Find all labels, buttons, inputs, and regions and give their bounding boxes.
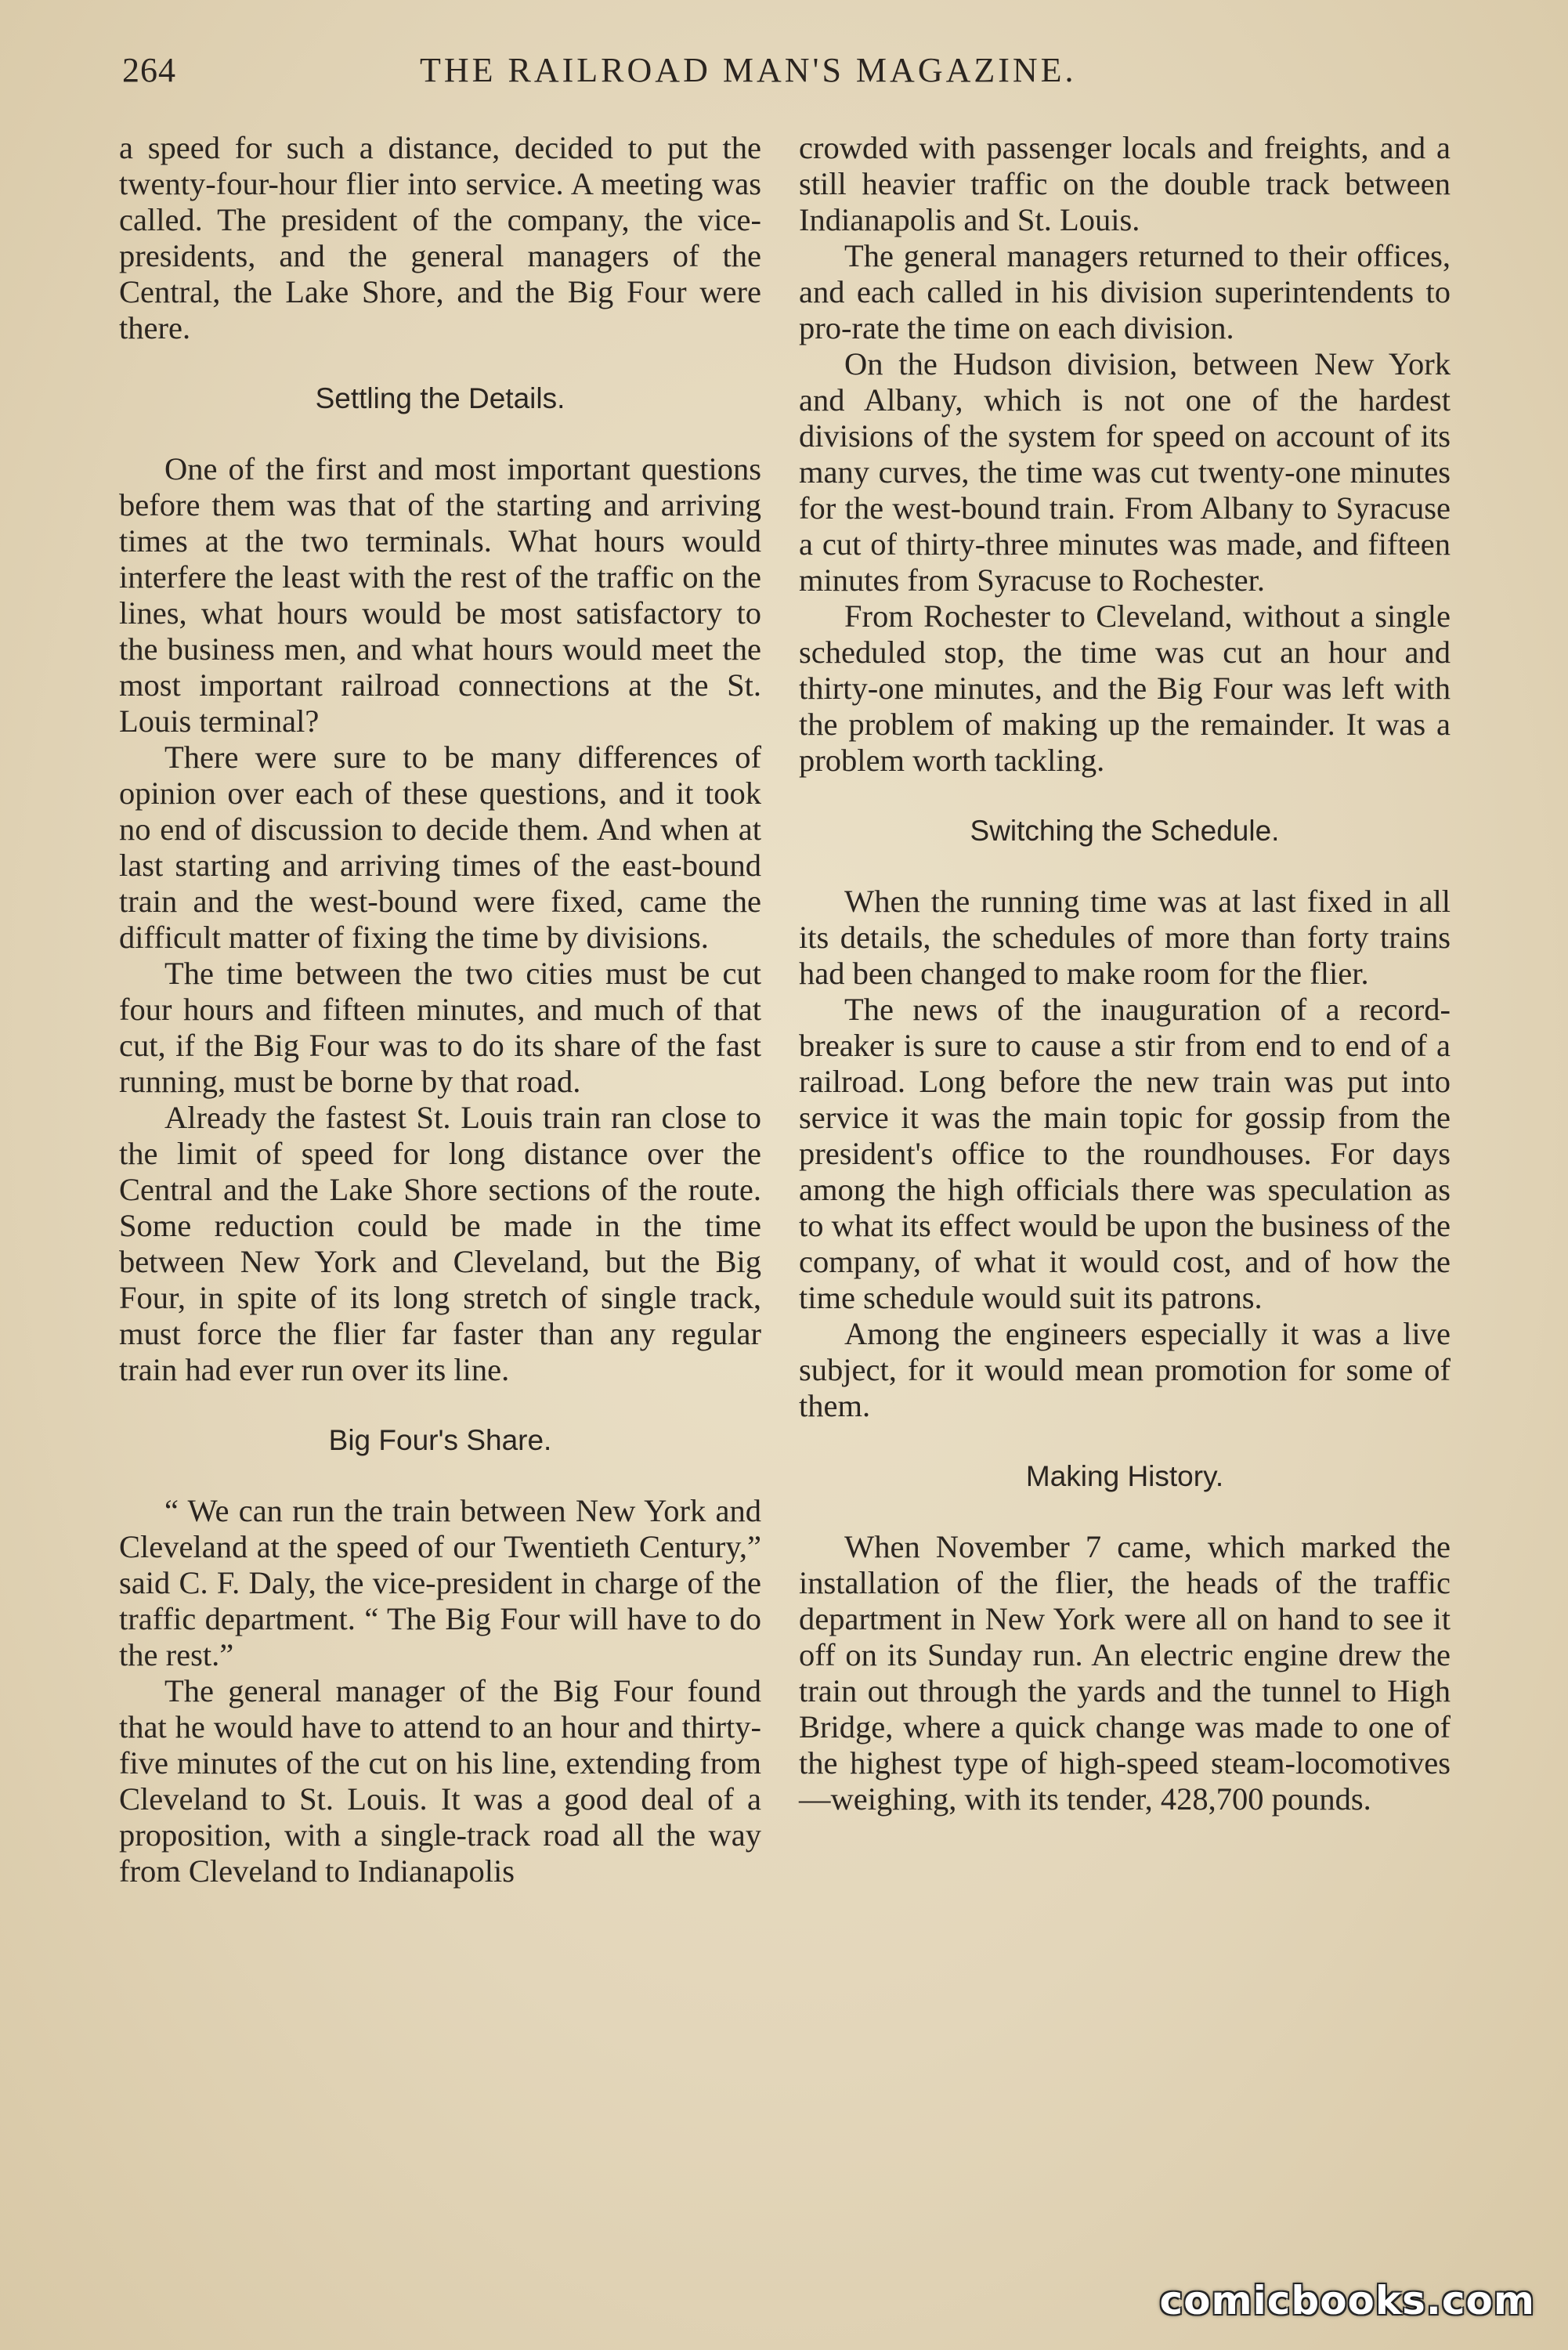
paragraph: On the Hudson division, between New York and Albany, which is not one of the hardest divisions of the system for speed on account of its many curves, the time was cut twenty-one minutes for the west-bound train. From Albany to Syracuse a cut of thirty-three minutes was made, and fifteen minutes from Syracuse to Rochester. (799, 346, 1451, 598)
paragraph: The general manager of the Big Four found that he would have to attend to an hour and thirty-five minutes of the cut on his line, extending from Cleveland to St. Louis. It was a good deal of a proposition, with a single-track road all the way from Cleveland to Indianapolis (119, 1673, 761, 1889)
paragraph: “ We can run the train between New York and Cleveland at the speed of our Twentieth Century,” said C. F. Daly, the vice-president in charge of the traffic department. “ The Big Four will have to do the rest.” (119, 1493, 761, 1672)
watermark-logo: comicbooks.com (1159, 2278, 1535, 2323)
paragraph: When the running time was at last fixed in all its details, the schedules of more than forty trains had been changed to make room for the flier. (799, 884, 1451, 991)
paragraph: There were sure to be many differences of opinion over each of these questions, and it took no end of discussion to decide them. And when at last starting and arriving times of the east-bound train and the west-bound were fixed, came the difficult matter of fixing the time by divisions. (119, 739, 761, 955)
paragraph: The news of the inauguration of a record-breaker is sure to cause a stir from end to end of a railroad. Long before the new train was put into service it was the main topic for gossip from the president's office to the roundhouses. For days among the high officials there was speculation as to what its effect would be upon the business of the company, of what it would cost, and of how the time schedule would suit its patrons. (799, 992, 1451, 1315)
paragraph: One of the first and most important questions before them was that of the starting and arriving times at the two terminals. What hours would interfere the least with the rest of the traffic on the lines, what hours would be most satisfactory to the business men, and what hours would meet the most important railroad connections at the St. Louis terminal? (119, 451, 761, 739)
paragraph: crowded with passenger locals and freights, and a still heavier traffic on the double track between Indianapolis and St. Louis. (799, 130, 1451, 237)
paragraph: Already the fastest St. Louis train ran close to the limit of speed for long distance over the Central and the Lake Shore sections of the route. Some reduction could be made in the time between New York and Cleveland, but the Big Four, in spite of its long stretch of single track, must force the flier far faster than any regular train had ever run over its line. (119, 1100, 761, 1387)
page-number: 264 (122, 51, 176, 89)
running-title: THE RAILROAD MAN'S MAGAZINE. (420, 51, 1077, 89)
section-heading: Switching the Schedule. (970, 815, 1280, 847)
right-column (799, 130, 1451, 1817)
page-header (122, 50, 1454, 105)
paragraph: The general managers returned to their offices, and each called in his division superintendents to pro-rate the time on each division. (799, 238, 1451, 345)
section-heading: Big Four's Share. (328, 1424, 552, 1456)
paragraph: a speed for such a distance, decided to put the twenty-four-hour flier into service. A meeting was called. The president of the company, the vice-presidents, and the general managers of the Central, the Lake Shore, and the Big Four were there. (119, 130, 761, 345)
paragraph: The time between the two cities must be cut four hours and fifteen minutes, and much of that cut, if the Big Four was to do its share of the fast running, must be borne by that road. (119, 956, 761, 1099)
paragraph: Among the engineers especially it was a live subject, for it would mean promotion for some of them. (799, 1316, 1451, 1423)
section-heading: Settling the Details. (315, 382, 565, 414)
paragraph: From Rochester to Cleveland, without a single scheduled stop, the time was cut an hour and thirty-one minutes, and the Big Four was left with the problem of making up the remainder. It was a problem worth tackling. (799, 598, 1451, 778)
paragraph: When November 7 came, which marked the installation of the flier, the heads of the traffic department in New York were all on hand to see it off on its Sunday run. An electric engine drew the train out through the yards and the tunnel to High Bridge, where a quick change was made to one of the highest type of high-speed steam-locomotives—weighing, with its tender, 428,700 pounds. (799, 1529, 1451, 1817)
left-column (119, 130, 761, 1889)
section-heading: Making History. (1025, 1460, 1224, 1492)
